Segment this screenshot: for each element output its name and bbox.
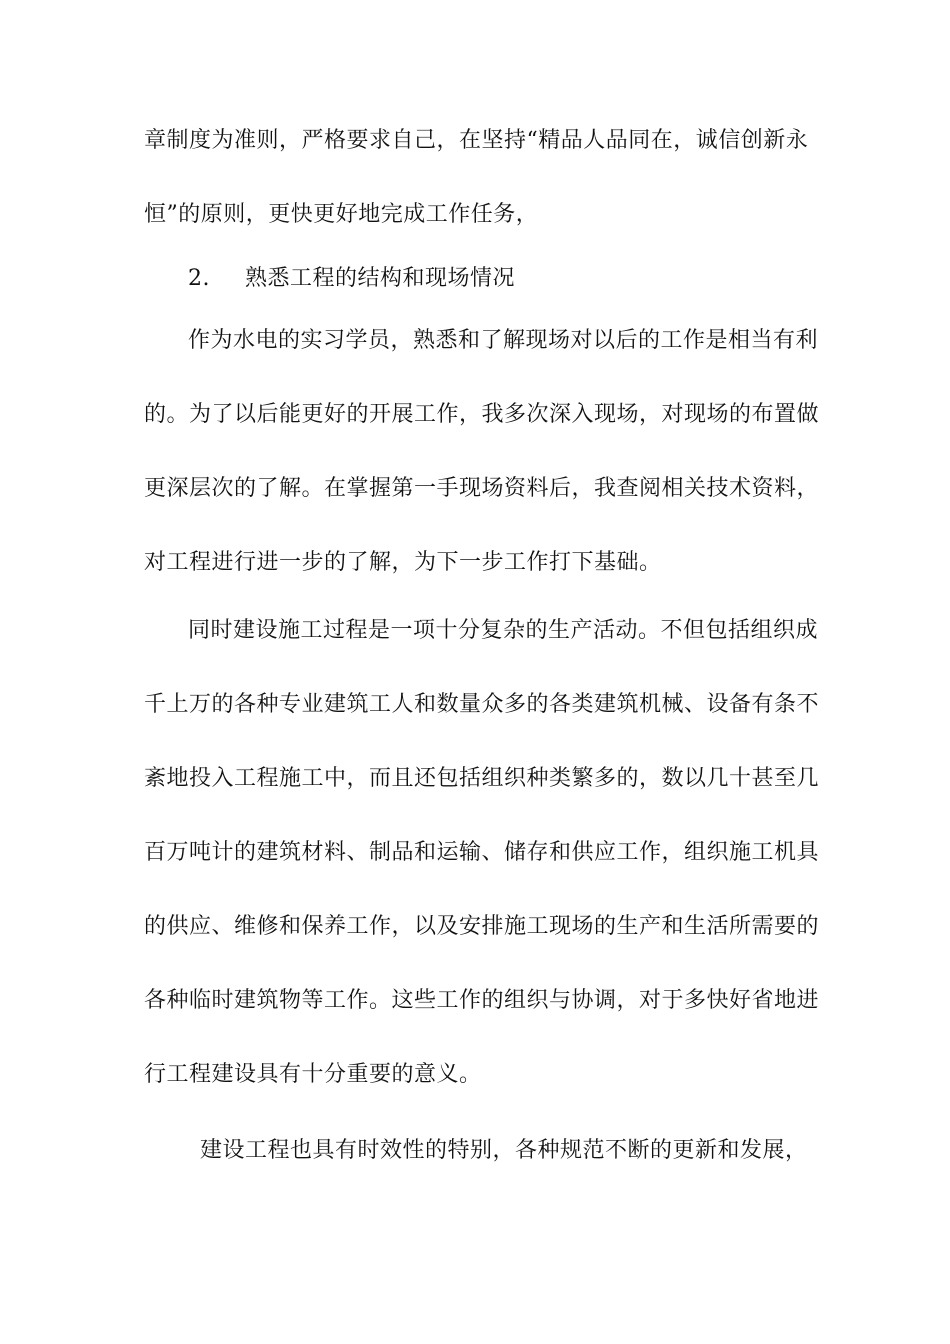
paragraph-line: 同时建设施工过程是一项十分复杂的生产活动。不但包括组织成 [188, 618, 819, 643]
paragraph-line: 的。为了以后能更好的开展工作，我多次深入现场，对现场的布置做 [144, 402, 820, 427]
paragraph-line: 百万吨计的建筑材料、制品和运输、储存和供应工作，组织施工机具 [144, 840, 820, 865]
paragraph-line: 建设工程也具有时效性的特别，各种规范不断的更新和发展， [200, 1138, 808, 1163]
paragraph-line: 各种临时建筑物等工作。这些工作的组织与协调，对于多快好省地进 [144, 988, 820, 1013]
paragraph-line: 作为水电的实习学员，熟悉和了解现场对以后的工作是相当有利 [188, 328, 819, 353]
paragraph-line: 的供应、维修和保养工作，以及安排施工现场的生产和生活所需要的 [144, 914, 820, 939]
section-heading: 熟悉工程的结构和现场情况 [245, 266, 516, 291]
paragraph-line: 恒”的原则，更快更好地完成工作任务， [144, 202, 539, 227]
paragraph-line: 千上万的各种专业建筑工人和数量众多的各类建筑机械、设备有条不 [144, 692, 820, 717]
paragraph-line: 对工程进行进一步的了解，为下一步工作打下基础。 [144, 550, 662, 575]
paragraph-line: 行工程建设具有十分重要的意义。 [144, 1062, 482, 1087]
section-number: 2. [188, 266, 210, 291]
paragraph-line: 紊地投入工程施工中，而且还包括组织种类繁多的，数以几十甚至几 [144, 766, 820, 791]
paragraph-line: 章制度为准则，严格要求自己，在坚持“精品人品同在，诚信创新永 [144, 128, 809, 153]
paragraph-line: 更深层次的了解。在掌握第一手现场资料后，我查阅相关技术资料， [144, 476, 820, 501]
